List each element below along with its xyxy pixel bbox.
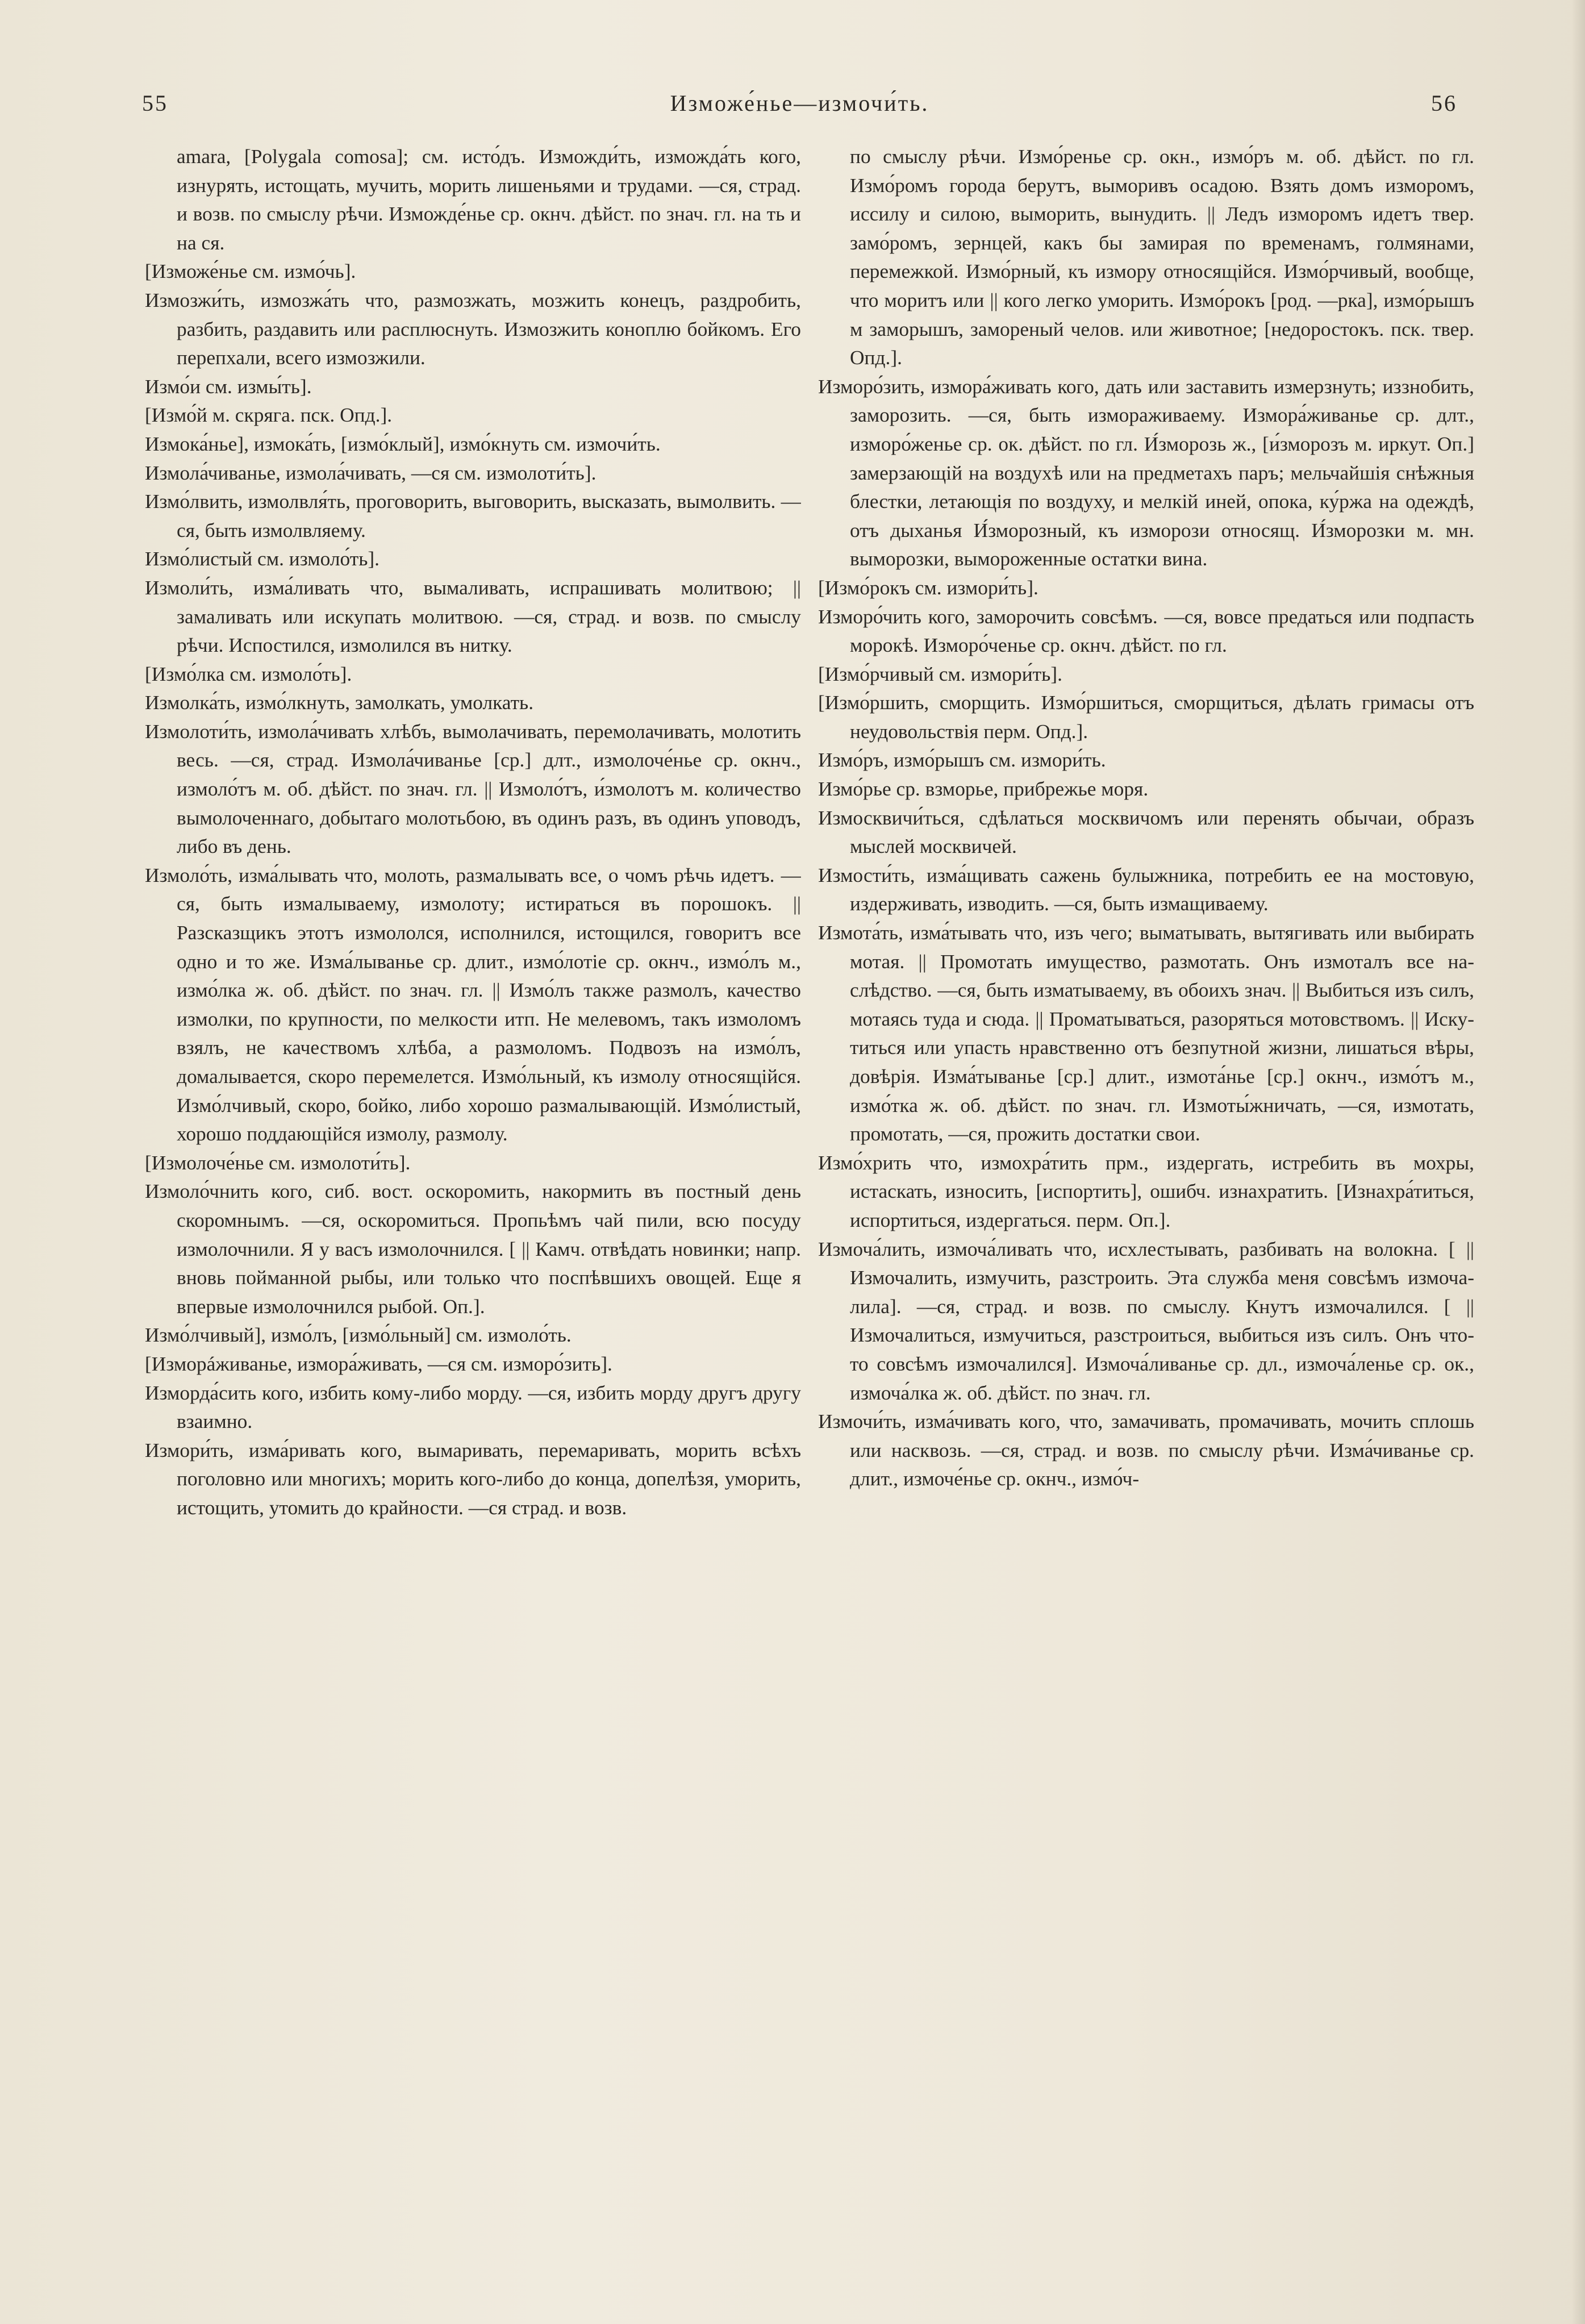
entry-paragraph: Изморо́чить кого, заморочить совсѣмъ. —ся, вовсе предаться или подпасть морокѣ. Изморо́ченье ср. окнч. дѣйст. по гл. (818, 605, 1474, 657)
entry-paragraph: Измоча́лить, измоча́ливать что, исхлестывать, разбивать на волокна. [ || Измочалить, измучить, разстроить. Эта служба меня совсѣмъ измочалила]. —ся, страд. и возв. по смыслу. Кнутъ измочалился. [ || Измочалиться, измучиться, разстроиться, выбиться изъ силъ. Онъ что-то совсѣмъ измочалился]. Измоча́ливанье ср. дл., измоча́ленье ср. ок., измоча́лка ж. об. дѣйст. по знач. гл. (818, 1237, 1474, 1404)
right-column (818, 142, 1474, 2290)
entry-paragraph: Измозжи́ть, измозжа́ть что, размозжать, мозжить конецъ, раздробить, разбить, раздавить или расплюснуть. Измозжить коноплю бойкомъ. Его перепхали, всего измозжили. (145, 288, 801, 369)
entry-paragraph: [Измолоче́нье см. измолоти́ть]. (145, 1151, 411, 1174)
entry-paragraph: [Измо́ршить, сморщить. Измо́ршиться, сморщиться, дѣлать гримасы отъ неудовольствія перм. Опд.]. (818, 691, 1474, 743)
entry-paragraph: Измола́чиванье, измола́чивать, —ся см. измолоти́ть]. (145, 461, 597, 484)
left-column (145, 142, 801, 2290)
page-edge-shadow (1571, 0, 1585, 2324)
entry-paragraph: [Изморáживанье, измора́живать, —ся см. изморо́зить]. (145, 1352, 612, 1375)
entry-paragraph: Измолоти́ть, измола́чивать хлѣбъ, вымолачивать, перемолачивать, молотить весь. —ся, страд. Измола́чиванье [ср.] длт., измолоче́нье ср. окнч., измоло́тъ м. об. дѣйст. по знач. гл. || Измоло́тъ, и́змолотъ м. количество вымолоченнаго, добытаго молотьбою, въ одинъ разъ, въ одинъ уповодъ, либо въ день. (145, 719, 801, 858)
entry-paragraph: Измости́ть, изма́щивать сажень булыжника, потребить ее на мостовую, издерживать, изводить. —ся, быть измащиваему. (818, 863, 1474, 915)
entry-paragraph: по смыслу рѣчи. Измо́ренье ср. окн., измо́ръ м. об. дѣйст. по гл. Измо́ромъ города берутъ, выморивъ осадою. Взять домъ изморомъ, иссилу и силою, выморить, вынудить. || Ледъ изморомъ идетъ твер. замо́ромъ, зернцей, какъ бы замирая по временамъ, голмянами, перемежкой. Измо́рный, къ измору относящійся. Измо́рчивый, вообще, что моритъ или || кого легко уморить. Измо́рокъ [род. —рка], измо́рышъ м заморышъ, замореный челов. или животное; [недоростокъ. пск. твер. Опд.]. (850, 145, 1474, 369)
page-number-left: 55 (142, 90, 168, 116)
entry-paragraph: [Измо́рокъ см. измори́ть]. (818, 576, 1038, 599)
entry-paragraph: Измосквичи́ться, сдѣлаться москвичомъ или перенять обычаи, образъ мыслей москвичей. (818, 806, 1474, 858)
entry-paragraph: Измоло́чнить кого, сиб. вост. оскоромить, накормить въ постный день скоромнымъ. —ся, оскоромиться. Пропьѣмъ чай пили, всю посуду измолочнили. Я у васъ измолочнился. [ || Камч. отвѣдать новинки; напр. вновь поймaнной рыбы, или только что поспѣвшихъ овощей. Еще я впервые измолочнился рыбой. Оп.]. (145, 1180, 801, 1318)
entry-paragraph: Изморда́сить кого, избить кому-либо морду. —ся, избить морду другъ другу взаимно. (145, 1381, 801, 1433)
entry-paragraph: Измоли́ть, изма́ливать что, вымаливать, испрашивать молитвою; || замаливать или искупать молитвою. —ся, страд. и возв. по смыслу рѣчи. Испостился, измолился въ нитку. (145, 576, 801, 657)
entry-paragraph: Измо́лвить, измолвля́ть, проговорить, выговорить, высказать, вымолвить. —ся, быть измолвляему. (145, 490, 801, 542)
entry-paragraph: Измолка́ть, измо́лкнуть, замолкать, умолкать. (145, 691, 534, 714)
entry-paragraph: Измо́рье ср. взморье, прибрежье моря. (818, 777, 1149, 801)
page-number-right: 56 (1431, 90, 1457, 116)
entry-paragraph: [Измо́й м. скряга. пск. Опд.]. (145, 403, 393, 427)
entry-paragraph: Измо́листый см. измоло́ть]. (145, 547, 379, 570)
entry-paragraph: Измочи́ть, изма́чивать кого, что, замачивать, промачивать, мочить сплошь или насквозь. —ся, страд. и возв. по смыслу рѣчи. Изма́чиванье ср. длит., измоче́нье ср. окнч., измо́ч- (818, 1410, 1474, 1490)
entry-paragraph: Измо́хрить что, измохра́тить прм., издергать, истребить въ мохры, истаскать, износить, [испортить], ошибч. изнахратить. [Изнахра́титься, испортиться, издергаться. перм. Оп.]. (818, 1151, 1474, 1231)
entry-paragraph: [Измо́рчивый см. измори́ть]. (818, 662, 1062, 685)
entry-paragraph: Измо́и см. измы́ть]. (145, 374, 312, 398)
entry-paragraph: Измоло́ть, изма́лывать что, молоть, размалывать все, о чомъ рѣчь идетъ. —ся, быть измалываему, измолоту; истираться въ порошокъ. || Разсказщикъ этотъ измололся, исполнился, истощился, говоритъ все одно и то же. Изма́лыванье ср. длит., измо́лотіе ср. окнч., измо́лъ м., измо́лка ж. об. дѣйст. по знач. гл. || Измо́лъ также размолъ, качество измолки, по крупности, по мелкости итп. Не мелевомъ, такъ измоломъ взялъ, не качествомъ хлѣба, а размоломъ. Подвозъ на измо́лъ, домалывается, скоро перемелется. Измо́льный, къ измолу относящійся. Измо́лчивый, скоро, бойко, либо хорошо размалывающій. Измо́листый, хорошо поддающійся измолу, размолу. (145, 863, 801, 1146)
entry-paragraph: Измо́лчивый], измо́лъ, [измо́льный] см. измоло́ть. (145, 1323, 572, 1347)
entry-paragraph: Измо́ръ, измо́рышъ см. измори́ть. (818, 748, 1106, 772)
entry-paragraph: Измота́ть, изма́тывать что, изъ чего; выматывать, вытягивать или выбирать мотая. || Промотать имущество, размотать. Онъ измоталъ все наслѣдство. —ся, быть изматываему, въ обоихъ знач. || Выбиться изъ силъ, мотаясь туда и сюда. || Проматываться, разоряться мотовствомъ. || Искутиться или упасть нравственно отъ безпутной жизни, лишаться вѣры, довѣрія. Изма́тыванье [ср.] длит., измота́нье [ср.] окнч., измо́тъ м., измо́тка ж. об. дѣйст. по знач. гл. Измоты́жничать, —ся, измотать, промотать, —ся, прожить достатки свои. (818, 921, 1474, 1146)
page-header (142, 90, 1457, 130)
entry-paragraph: amara, [Polygala comosa]; см. исто́дъ. Изможди́ть, изможда́ть кого, изнурять, истощать, мучить, морить лишеньями и трудами. —ся, страд. и возв. по смыслу рѣчи. Изможде́нье ср. окнч. дѣйст. по знач. гл. на ть и на ся. (177, 145, 801, 254)
entry-paragraph: [Измо́лка см. измоло́ть]. (145, 662, 352, 685)
entry-paragraph: Изморо́зить, измора́живать кого, дать или заставить измерзнуть; иззнобить, заморозить. —ся, быть измораживаему. Измора́живанье ср. длт., изморо́женье ср. ок. дѣйст. по гл. И́зморозь ж., [и́зморозъ м. иркут. Оп.] замерзающій на воздухѣ или на предметахъ паръ; мельчайшія снѣжныя блестки, летающія по воздуху, и мелкій иней, опока, ку́ржа на одеждѣ, отъ дыханья И́зморозный, къ изморози относящ. И́зморозки м. мн. вымoрозки, вымороженные остатки вина. (818, 374, 1474, 570)
entry-paragraph: Измори́ть, изма́ривать кого, вымаривать, перемаривать, морить всѣхъ поголовно или многихъ; морить кого-либо до конца, допелѣзя, уморить, истощить, утомить до крайности. —ся страд. и возв. (145, 1438, 801, 1519)
entry-paragraph: Измока́нье], измока́ть, [измо́клый], измо́кнуть см. измочи́ть. (145, 432, 661, 455)
entry-paragraph: [Изможе́нье см. измо́чь]. (145, 260, 356, 283)
running-title: Изможе́нье—измочи́ть. (670, 90, 929, 116)
